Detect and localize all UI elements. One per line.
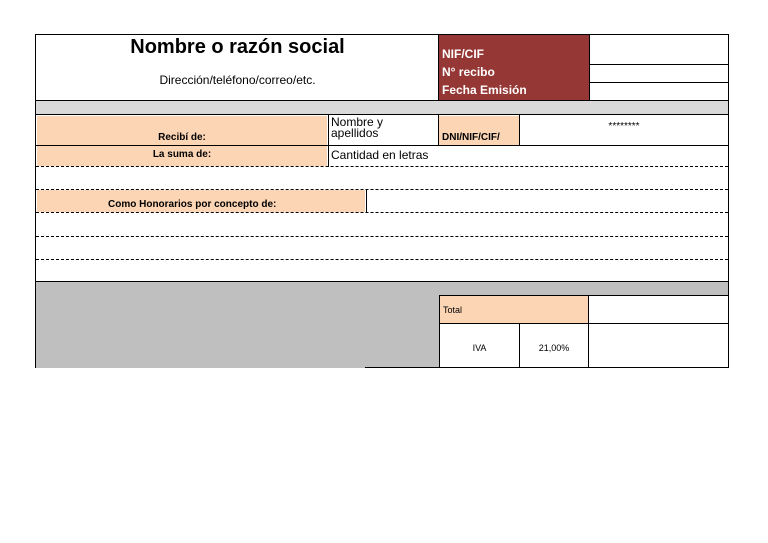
- issue-date-label-cell: [439, 82, 589, 100]
- sum-label-cell: [37, 146, 327, 166]
- received-from-label: Recibí de:: [158, 132, 206, 143]
- issue-date-label: Fecha Emisión: [442, 83, 527, 97]
- concept-label: Como Honorarios por concepto de:: [108, 199, 277, 210]
- received-from-label-cell: [37, 116, 327, 145]
- receipt-no-label-cell: [439, 64, 589, 82]
- iva-rate-cell: [520, 324, 588, 367]
- total-label-cell: [440, 296, 588, 323]
- amount-words: Cantidad en letras: [331, 148, 429, 162]
- iva-amount-field[interactable]: [589, 324, 728, 367]
- payer-name-placeholder-line2: apellidos: [331, 126, 379, 140]
- dni-value-field[interactable]: [520, 116, 728, 145]
- total-value-field[interactable]: [589, 296, 728, 323]
- separator-band: [36, 101, 728, 114]
- concept-line-4[interactable]: [37, 260, 728, 281]
- concept-field[interactable]: [367, 190, 728, 212]
- concept-label-cell: [37, 190, 365, 212]
- receipt-no-label: N° recibo: [442, 65, 495, 79]
- nif-label-cell: [439, 35, 589, 64]
- payer-name-placeholder-line1: Nombre y: [331, 115, 384, 129]
- amount-words-field[interactable]: [329, 146, 728, 166]
- nif-value-field[interactable]: [589, 35, 728, 64]
- concept-line-2[interactable]: [37, 213, 728, 236]
- dni-value: ********: [608, 121, 640, 132]
- iva-label: IVA: [472, 343, 487, 353]
- dni-label: DNI/NIF/CIF/: [442, 132, 500, 143]
- issue-date-value-field[interactable]: [589, 82, 728, 100]
- total-label: Total: [443, 305, 463, 315]
- company-address: Dirección/teléfono/correo/etc.: [159, 73, 316, 87]
- receipt-no-value-field[interactable]: [589, 64, 728, 82]
- sum-label: La suma de:: [152, 149, 212, 160]
- amount-extra-line[interactable]: [37, 167, 728, 189]
- iva-label-cell: [440, 324, 519, 367]
- company-name: Nombre o razón social: [130, 36, 345, 58]
- iva-rate: 21,00%: [538, 343, 570, 353]
- nif-label: NIF/CIF: [442, 47, 484, 61]
- bottom-grey-left: [36, 282, 439, 368]
- bottom-grey-strip: [439, 282, 728, 295]
- dni-label-cell: [439, 116, 519, 145]
- concept-line-3[interactable]: [37, 237, 728, 259]
- payer-name-field[interactable]: [329, 116, 438, 145]
